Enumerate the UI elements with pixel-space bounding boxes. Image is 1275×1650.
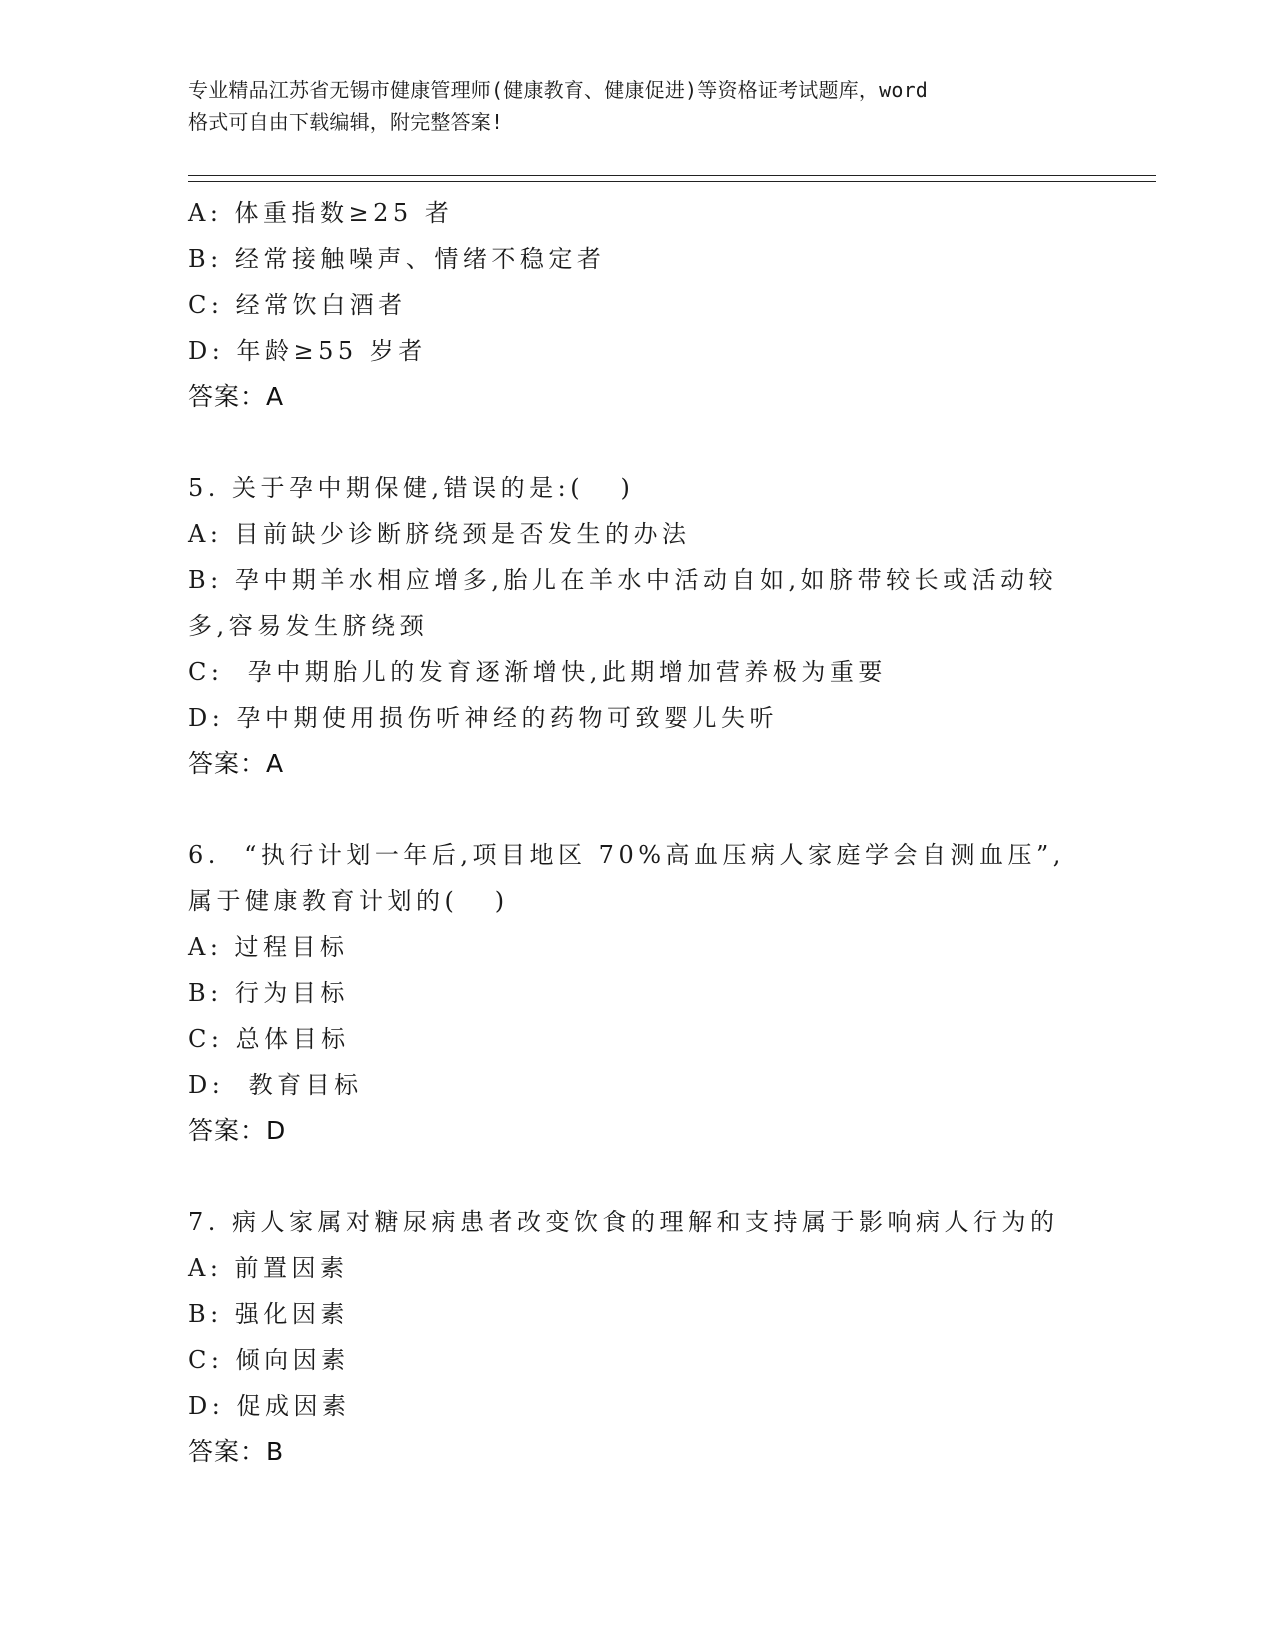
question-4 [188, 190, 1088, 420]
option-b-continued: 多,容易发生脐绕颈 [188, 612, 429, 640]
option-b: B: 强化因素 [188, 1300, 349, 1328]
option-b: B: 行为目标 [188, 979, 349, 1007]
option-c: C: 倾向因素 [188, 1346, 350, 1374]
answer: 答案：B [188, 1437, 285, 1466]
option-a: A: 过程目标 [188, 933, 349, 961]
option-b: B: 经常接触噪声、情绪不稳定者 [188, 245, 606, 273]
answer: 答案：A [188, 749, 285, 778]
option-c: C: 总体目标 [188, 1025, 350, 1053]
question-6 [188, 832, 1088, 1154]
question-stem: 6. “执行计划一年后,项目地区 70%高血压病人家庭学会自测血压”, [188, 841, 1065, 869]
option-c: C: 经常饮白酒者 [188, 291, 407, 319]
question-7 [188, 1199, 1088, 1475]
option-a: A: 前置因素 [188, 1254, 349, 1282]
option-a: A: 目前缺少诊断脐绕颈是否发生的办法 [188, 520, 691, 548]
header-divider-top [188, 175, 1156, 176]
answer: 答案：A [188, 382, 285, 411]
question-list [188, 190, 1088, 1475]
spacer [188, 420, 1088, 465]
header-line-1: 专业精品江苏省无锡市健康管理师(健康教育、健康促进)等资格证考试题库，word [188, 78, 929, 102]
spacer [188, 787, 1088, 832]
question-stem-continued: 属于健康教育计划的( ) [188, 887, 509, 915]
option-d: D: 教育目标 [188, 1071, 363, 1099]
option-d: D: 孕中期使用损伤听神经的药物可致婴儿失听 [188, 704, 778, 732]
header-divider-bottom [188, 181, 1156, 182]
question-stem: 5. 关于孕中期保健,错误的是:( ) [188, 474, 635, 502]
spacer [188, 1154, 1088, 1199]
option-d: D: 年龄≥55 岁者 [188, 337, 427, 365]
question-stem: 7. 病人家属对糖尿病患者改变饮食的理解和支持属于影响病人行为的 [188, 1208, 1059, 1236]
header-line-2: 格式可自由下载编辑，附完整答案! [188, 110, 504, 134]
option-d: D: 促成因素 [188, 1392, 351, 1420]
question-5 [188, 465, 1088, 787]
answer: 答案：D [188, 1116, 287, 1145]
option-a: A: 体重指数≥25 者 [188, 199, 454, 227]
document-header [188, 74, 1088, 138]
option-c: C: 孕中期胎儿的发育逐渐增快,此期增加营养极为重要 [188, 658, 887, 686]
option-b: B: 孕中期羊水相应增多,胎儿在羊水中活动自如,如脐带较长或活动较 [188, 566, 1058, 594]
